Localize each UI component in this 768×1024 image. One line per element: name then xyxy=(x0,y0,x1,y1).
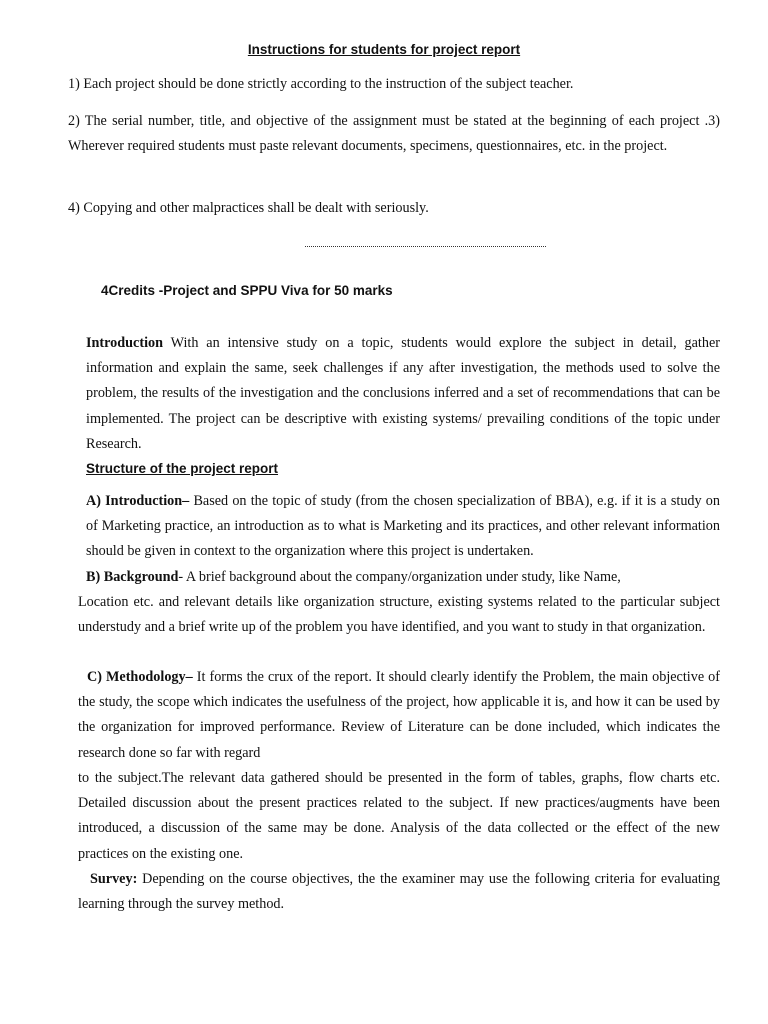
section-a-text: Based on the topic of study (from the chosen specialization of BBA), e.g. if it is a study on of Marketing practice, an introduction as to what is Marketing and its practices, and other relevant information should be given in context to the organization where this project is undertaken. xyxy=(86,493,720,560)
instruction-item: 2) The serial number, title, and objective of the assignment must be stated at the beginning of each project .3) Wherever required students must paste relevant documents, specimens, questionnaires, etc. in the project. xyxy=(68,113,720,154)
survey-label: Survey: xyxy=(90,871,138,887)
document-title: Instructions for students for project report xyxy=(247,42,521,57)
section-a-label: A) Introduction– xyxy=(86,493,190,509)
section-b-first-text: - A brief background about the company/organization under study, like Name, xyxy=(178,569,621,585)
section-c-continued: to the subject.The relevant data gathered should be presented in the form of tables, graphs, flow charts etc. Detailed discussion about the present practices related to the subject. If new practices/augments have been introduced, a discussion of the same may be done. Analysis of the data collected or the effect of the new practices on the existing one. xyxy=(78,770,720,862)
section-a-paragraph xyxy=(86,489,720,565)
section-b-first-line xyxy=(86,565,621,590)
section-c-text: It forms the crux of the report. It should clearly identify the Problem, the main objective of the study, the scope which indicates the usefulness of the project, how applicable it is, and how it can be used by the organization for improved performance. Review of Literature can be done included, which indicates the research done so far with regard xyxy=(78,669,720,761)
introduction-text: With an intensive study on a topic, students would explore the subject in detail, gather information and explain the same, seek challenges if any after investigation, the methods used to solve the problem, the results of the investigation and the conclusions inferred and a set of recommendations that can be implemented. The project can be descriptive with existing systems/ prevailing conditions of the topic under Research. xyxy=(86,335,720,452)
survey-paragraph xyxy=(78,867,720,917)
section-c-paragraph xyxy=(78,665,720,766)
instruction-item: 4) Copying and other malpractices shall be dealt with seriously. xyxy=(68,200,429,216)
section-b-label: B) Background xyxy=(86,569,179,585)
introduction-paragraph xyxy=(86,331,720,457)
structure-heading: Structure of the project report xyxy=(86,461,279,476)
introduction-label: Introduction xyxy=(86,335,163,351)
survey-text: Depending on the course objectives, the the examiner may use the following criteria for evaluating learning through the survey method. xyxy=(78,871,720,913)
dotted-divider xyxy=(305,246,546,247)
section-b-paragraph: Location etc. and relevant details like organization structure, existing systems related to the particular subject understudy and a brief write up of the problem you have identified, and you want to study in that organization. xyxy=(78,594,720,636)
instruction-item: 1) Each project should be done strictly according to the instruction of the subject teacher. xyxy=(68,76,574,92)
section-c-label: C) Methodology– xyxy=(87,669,193,685)
credits-heading: 4Credits -Project and SPPU Viva for 50 marks xyxy=(101,283,393,298)
